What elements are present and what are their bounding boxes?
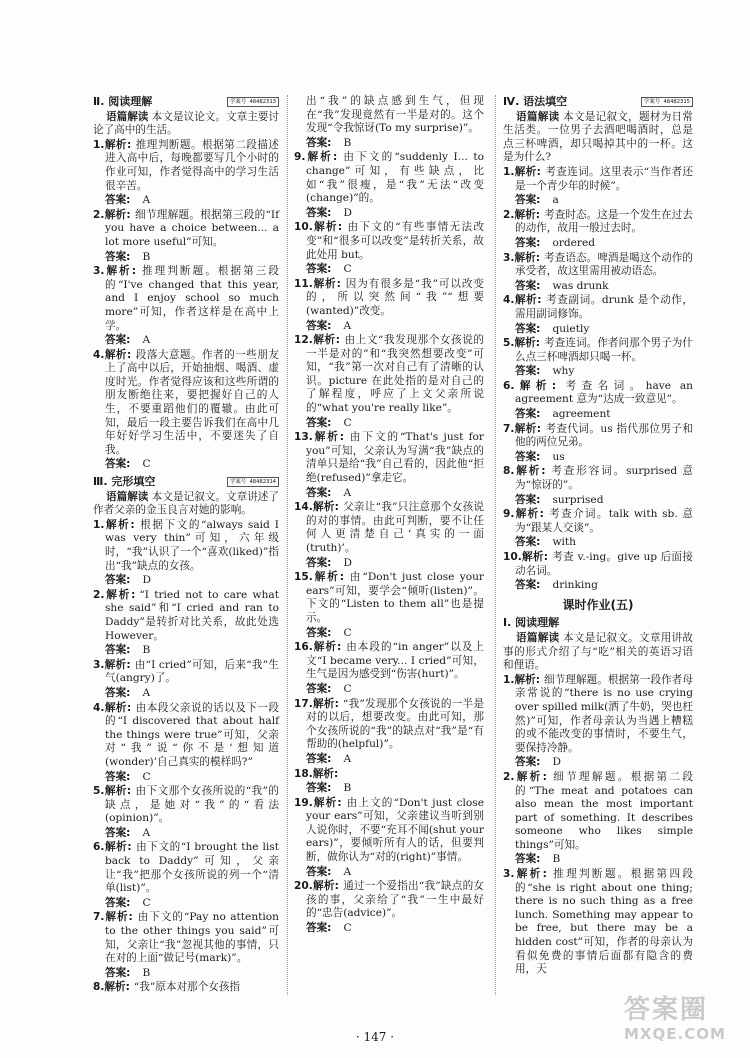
answer-value: quietly — [552, 322, 590, 335]
answer-value: was drunk — [552, 279, 609, 292]
explanation-item — [294, 768, 484, 782]
item-number: 8. — [503, 465, 515, 478]
item-number: 12. — [294, 334, 313, 347]
answer-label: 答案: — [105, 826, 131, 839]
answer-list — [294, 151, 484, 935]
explanation-label: 解析: — [312, 571, 344, 584]
answer-line — [515, 323, 693, 337]
answer-label: 答案: — [306, 486, 332, 499]
answer-value: drinking — [552, 579, 598, 592]
section-code-badge: 学案号 48482315 — [641, 97, 693, 107]
passage-analysis: 语篇解读 本文是记叙文，题材为日常生活类。一位男子去酒吧喝酒时，总是点三杯啤酒，却只喝掉其中的一杯。这是为什么? — [503, 110, 694, 164]
section-code-badge: 学案号 48482314 — [227, 477, 279, 487]
answer-value: C — [343, 922, 352, 935]
column-right — [503, 95, 693, 978]
answer-value: D — [552, 756, 561, 769]
explanation-text: 考查形容词。surprised 意为“惊讶的”。 — [515, 465, 693, 492]
item-number: 5. — [93, 785, 105, 798]
answer-value: A — [142, 194, 151, 207]
answer-label: 答案: — [515, 194, 541, 207]
explanation-item — [93, 209, 279, 250]
explanation-label: 解析: — [312, 880, 339, 893]
answer-label: 答案: — [306, 206, 332, 219]
answer-line — [105, 687, 279, 701]
answer-label: 答案: — [515, 579, 541, 592]
explanation-item — [294, 641, 484, 682]
answer-line — [306, 207, 484, 221]
explanation-label: 解析: — [104, 658, 131, 671]
answer-list — [503, 674, 693, 977]
explanation-text: 推理判断题。根据第四段的“she is right about one thing; there is no such thing as a free lunch. Something may appear to be free, but there may be a hidden cost”可知，作者的母亲认为看似免费的事情后面都有隐含的费用，天 — [515, 868, 693, 976]
explanation-item — [294, 698, 484, 752]
explanation-item — [93, 519, 279, 573]
explanation-text: 由下文的“That's just for you”可知，父亲认为写满“我”缺点的清单只是给“我”自己看的，因此他“拒绝(refused)”拿走它。 — [306, 431, 484, 485]
chapter-title: 课时作业(五) — [562, 597, 634, 612]
answer-value: surprised — [552, 493, 604, 506]
answer-line — [306, 417, 484, 431]
explanation-text: “I tried not to care what she said”和“I cried and ran to Daddy”是转折对比关系，故此处选 However。 — [105, 588, 279, 642]
answer-value: A — [142, 334, 151, 347]
answer-list — [93, 519, 279, 995]
answer-value: D — [142, 574, 151, 587]
answer-label: 答案: — [105, 896, 131, 909]
answer-list — [93, 139, 279, 472]
answer-label: 答案: — [306, 263, 332, 276]
answer-label: 答案: — [105, 966, 131, 979]
item-number: 13. — [294, 431, 313, 444]
item-number: 15. — [294, 571, 313, 584]
explanation-label: 解析: — [514, 379, 557, 392]
answer-value: a — [552, 194, 559, 207]
explanation-text: 由上文“我发现那个女孩说的一半是对的”和“我突然想要改变”可知，“我”第一次对自己有了清晰的认识。picture 在此处指的是对自己的了解程度，呼应了上文父亲所说的“what you're really like”。 — [306, 334, 484, 415]
item-number: 3. — [93, 265, 105, 278]
answer-value: ordered — [552, 236, 596, 249]
explanation-label: 解析: — [514, 337, 540, 350]
explanation-text: 由下文的“I brought the list back to Daddy”可知，父亲让“我”把那个女孩所说的列一个“清单(list)”。 — [105, 841, 279, 895]
answer-line — [105, 967, 279, 981]
explanation-text: 父亲让“我”只注意那个女孩说的对的事情。由此可判断，要不让任何人更清楚自己‘真实的一面(truth)’。 — [306, 501, 484, 554]
answer-value: D — [343, 556, 352, 569]
explanation-text: 细节理解题。根据第三段的“If you have a choice between... a lot more useful”可知。 — [105, 208, 279, 248]
item-number: 8. — [93, 981, 105, 994]
explanation-item — [503, 294, 693, 321]
answer-line — [105, 251, 279, 265]
explanation-label: 解析: — [514, 208, 540, 221]
explanation-label: 解析: — [312, 796, 342, 809]
answer-value: C — [343, 626, 352, 639]
item-number: 7. — [503, 422, 515, 435]
answer-label: 答案: — [515, 279, 541, 292]
answer-value: A — [343, 486, 352, 499]
explanation-label: 解析: — [312, 277, 341, 290]
answer-line — [515, 756, 693, 770]
answer-line — [105, 334, 279, 348]
section-heading-cloze — [93, 475, 279, 489]
answer-label: 答案: — [515, 365, 541, 378]
answer-label: 答案: — [515, 756, 541, 769]
answer-list — [503, 166, 693, 593]
explanation-label: 解析: — [514, 422, 542, 435]
answer-value: D — [343, 206, 352, 219]
explanation-text: “我”原本对那个女孩指 — [133, 981, 241, 994]
explanation-label: 解析: — [104, 841, 132, 854]
answer-label: 答案: — [306, 319, 332, 332]
explanation-label: 解析: — [312, 501, 339, 514]
explanation-label: 解析: — [521, 551, 548, 563]
explanation-label: 解析: — [514, 868, 547, 881]
item-number: 1. — [503, 673, 515, 686]
explanation-label: 解析: — [312, 641, 342, 654]
passage-analysis: 语篇解读 本文是记叙文。文章讲述了作者父亲的金玉良言对她的影响。 — [93, 490, 280, 517]
answer-label: 答案: — [105, 250, 131, 263]
explanation-item — [93, 589, 279, 643]
answer-value: C — [142, 896, 151, 909]
answer-label: 答案: — [306, 416, 332, 429]
explanation-item — [503, 380, 693, 407]
explanation-text: 考查时态。这是一个发生在过去的动作，故用一般过去时。 — [515, 208, 693, 235]
explanation-label: 解析: — [312, 767, 339, 780]
answer-label: 答案: — [515, 322, 541, 335]
answer-line — [515, 280, 693, 294]
answer-value: A — [343, 752, 352, 765]
answer-label: 答案: — [105, 770, 131, 783]
explanation-text: 由本段的“in anger”以及上文“I became very... I cried”可知，生气是因为感受到“伤害(hurt)”。 — [306, 641, 484, 681]
answer-line — [515, 853, 693, 867]
item-number: 2. — [503, 208, 515, 221]
explanation-item — [503, 423, 693, 450]
answer-value: agreement — [552, 408, 611, 421]
answer-label: 答案: — [306, 782, 332, 795]
explanation-text: 考查名词。have an agreement 意为“达成一致意见”。 — [515, 379, 693, 406]
passage-analysis: 语篇解读 本文是议论文。文章主要讨论了高中的生活。 — [93, 110, 280, 137]
item-number: 3. — [503, 868, 515, 881]
answer-value: C — [343, 416, 352, 429]
section-heading-grammar — [503, 95, 693, 109]
answer-value: C — [343, 263, 352, 276]
answer-label: 答案: — [515, 536, 541, 549]
watermark-logo: 答案圈 MXQE.COM — [624, 995, 726, 1043]
answer-label: 答案: — [515, 408, 541, 421]
explanation-text: 考查副词。drunk 是个动作，需用副词修饰。 — [515, 294, 693, 320]
explanation-text: 推理判断题。根据第二段描述进入高中后，每晚都要写几个小时的作业可知，作者觉得高中的学习生活很辛苦。 — [105, 138, 279, 192]
explanation-item — [93, 139, 279, 193]
answer-label: 答案: — [105, 194, 131, 207]
explanation-label: 解析: — [514, 673, 540, 686]
explanation-label: 解析: — [514, 294, 542, 307]
explanation-item — [294, 334, 484, 416]
answer-label: 答案: — [105, 334, 131, 347]
explanation-label: 解析: — [312, 697, 339, 710]
column-left — [93, 95, 279, 996]
item-number: 2. — [93, 588, 105, 601]
answer-line — [515, 579, 693, 593]
explanation-text: 考查连词。这里表示“当作者还是一个青少年的时候”。 — [515, 165, 693, 192]
explanation-item — [93, 265, 279, 333]
answer-value: why — [552, 365, 575, 378]
explanation-text: 考查连词。作者问那个男子为什么点三杯啤酒却只喝一杯。 — [515, 337, 693, 363]
answer-value: A — [343, 865, 352, 878]
explanation-item — [503, 209, 693, 236]
explanation-text: 通过一个爱指出“我”缺点的女孩的事，父亲给了“我”一生中最好的“忠告(advice)”。 — [306, 880, 484, 920]
explanation-label: 解析: — [104, 208, 131, 221]
item-number: 10. — [503, 551, 522, 563]
explanation-item — [93, 349, 279, 458]
answer-line — [306, 320, 484, 334]
item-number: 7. — [93, 911, 105, 924]
answer-value: A — [142, 826, 151, 839]
item-number: 14. — [294, 501, 313, 514]
explanation-item — [294, 151, 484, 205]
explanation-label: 解析: — [104, 588, 136, 601]
answer-value: B — [142, 644, 151, 657]
answer-line — [105, 897, 279, 911]
explanation-text: 由下文那个女孩所说的“我”的缺点，是她对“我”的“看法(opinion)”。 — [105, 785, 279, 825]
explanation-text: 细节理解题。根据第二段的“The meat and potatoes can also mean the most important part of something. It describes someone who likes simple things”可知。 — [515, 770, 693, 851]
answer-label: 答案: — [105, 458, 131, 471]
explanation-text: 细节理解题。根据第一段作者母亲常说的“there is no use crying over spilled milk(洒了牛奶，哭也枉然)”可知，作者母亲认为当遇上糟糕的或不能改变的事情时，不要生气，要保持冷静。 — [515, 673, 693, 754]
answer-label: 答案: — [306, 626, 332, 639]
answer-line — [306, 683, 484, 697]
explanation-item — [503, 771, 693, 853]
explanation-label: 解析: — [312, 221, 343, 234]
section-title: Ⅳ. 语法填空 — [503, 95, 568, 108]
answer-value: C — [343, 682, 352, 695]
answer-line — [105, 194, 279, 208]
item-number: 6. — [503, 379, 515, 392]
answer-value: C — [142, 770, 151, 783]
explanation-item — [294, 278, 484, 319]
answer-line — [515, 365, 693, 379]
answer-line — [515, 194, 693, 208]
explanation-text: 由下文的“Pay no attention to the other things you said”可知，父亲让“我”忽视其他的事情，只在对的上面“做记号(mark)”。 — [105, 911, 279, 965]
explanation-item — [294, 501, 484, 555]
explanation-text: 由“Don't just close your ears”可知，要学会“倾听(listen)”。下文的“Listen to them all”也是提示。 — [306, 571, 484, 624]
item-number: 1. — [503, 165, 515, 178]
answer-label: 答案: — [105, 644, 131, 657]
item-number: 17. — [294, 697, 313, 710]
item-number: 1. — [93, 518, 105, 531]
explanation-label: 解析: — [104, 348, 132, 361]
explanation-item — [503, 166, 693, 193]
page-number: · 147 · — [355, 1030, 395, 1044]
section-heading-reading — [93, 95, 279, 109]
section-code-badge: 学案号 48482313 — [227, 97, 279, 107]
explanation-label: 解析: — [104, 911, 133, 924]
answer-line — [515, 451, 693, 465]
explanation-item — [503, 337, 693, 364]
explanation-item — [294, 221, 484, 262]
answer-label: 答案: — [105, 574, 131, 587]
explanation-item — [93, 659, 279, 686]
answer-line — [306, 627, 484, 641]
answer-value: B — [142, 966, 151, 979]
answer-line — [515, 494, 693, 508]
answer-value: B — [552, 853, 561, 866]
explanation-label: 解析: — [312, 431, 344, 444]
answer-line — [105, 644, 279, 658]
section-title: Ⅱ. 阅读理解 — [93, 95, 153, 108]
answer-label: 答案: — [105, 686, 131, 699]
section-title: Ⅰ. 阅读理解 — [503, 616, 560, 630]
item-number: 16. — [294, 641, 313, 654]
explanation-item — [93, 702, 279, 770]
answer-line — [306, 487, 484, 501]
item-number: 4. — [93, 701, 105, 714]
answer-value: us — [552, 450, 565, 463]
explanation-text: 考查介词。talk with sb. 意为“跟某人交谈”。 — [515, 508, 693, 534]
item-number: 2. — [503, 770, 515, 783]
passage-analysis: 语篇解读 本文是记叙文。文章用讲故事的形式介绍了与“吃”相关的英语习语和俚语。 — [503, 631, 694, 672]
explanation-text: 考查代词。us 指代那位男子和他的两位兄弟。 — [515, 422, 693, 449]
answer-line — [105, 771, 279, 785]
explanation-label: 解析: — [514, 165, 541, 178]
explanation-item — [503, 508, 693, 535]
explanation-item — [503, 465, 693, 492]
item-number: 9. — [294, 151, 306, 164]
answer-line — [515, 408, 693, 422]
answer-label: 答案: — [515, 853, 541, 866]
explanation-item — [294, 571, 484, 625]
explanation-text: 推理判断题。根据第三段的“I've changed that this year, and I enjoy school so much more”可知，作者这样是在高中上学。 — [105, 265, 279, 332]
answer-value: A — [142, 686, 151, 699]
explanation-label: 解析: — [104, 138, 132, 151]
answer-line — [306, 922, 484, 936]
explanation-label: 解析: — [104, 518, 135, 531]
explanation-text: 由“I cried”可知，后来“我”生气(angry)了。 — [105, 658, 279, 685]
explanation-item — [503, 551, 693, 578]
answer-line: 答案: B — [306, 136, 352, 149]
section-heading-reading-2 — [503, 616, 693, 630]
item-number: 4. — [93, 348, 105, 361]
answer-value: with — [552, 536, 576, 549]
explanation-label: 解析: — [104, 981, 130, 994]
item-number: 18. — [294, 767, 313, 780]
item-number: 9. — [503, 508, 515, 521]
answer-label: 答案: — [515, 236, 541, 249]
answer-line — [515, 237, 693, 251]
column-middle — [294, 95, 484, 937]
explanation-label: 解析: — [514, 465, 546, 478]
item-number: 20. — [294, 880, 313, 893]
item-number: 6. — [93, 841, 105, 854]
explanation-item — [503, 674, 693, 756]
explanation-text: 由下文的“有些事情无法改变”和“很多可以改变”是转折关系，故此处用 but。 — [306, 221, 484, 261]
explanation-text: 考查语态。啤酒是喝这个动作的承受者，故这里需用被动语态。 — [515, 251, 693, 278]
answer-value: A — [343, 319, 352, 332]
explanation-label: 解析: — [514, 508, 544, 521]
answer-label: 答案: — [306, 682, 332, 695]
explanation-item — [93, 911, 279, 965]
answer-line — [515, 536, 693, 550]
answer-label: 答案: — [306, 752, 332, 765]
explanation-label: 解析: — [104, 265, 136, 278]
answer-label: 答案: — [306, 556, 332, 569]
answer-line — [105, 458, 279, 472]
answer-line — [306, 753, 484, 767]
answer-label: 答案: — [306, 865, 332, 878]
explanation-item — [503, 868, 693, 977]
explanation-text: 段落大意题。作者的一些朋友上了高中以后，开始抽烟、喝酒、虚度时光。作者觉得应该和这些所谓的朋友断绝往来，要把握好自己的人生，不要重蹈他们的覆辙。由此可知，最后一段主要告诉我们在高中几年好好学习生活中，不要迷失了自我。 — [105, 348, 279, 456]
answer-label: 答案: — [515, 450, 541, 463]
explanation-item — [93, 981, 279, 995]
item-number: 5. — [503, 337, 515, 350]
explanation-item — [503, 252, 693, 279]
answer-label: 答案: — [306, 922, 332, 935]
explanation-text: “我”发现那个女孩说的一半是对的以后，想要改变。由此可知，那个女孩所说的“我”的缺点对“我”是“有帮助的(helpful)”。 — [306, 697, 484, 751]
explanation-item — [294, 880, 484, 921]
answer-value: B — [343, 782, 352, 795]
answer-line — [306, 263, 484, 277]
item-number: 10. — [294, 221, 313, 234]
answer-line — [306, 782, 484, 796]
explanation-item — [294, 797, 484, 865]
explanation-label: 解析: — [514, 251, 540, 264]
answer-line — [105, 827, 279, 841]
answer-value: C — [142, 458, 151, 471]
explanation-text: 由下文的“suddenly I... to change”可知，有些缺点，比如“我”很瘦，是“我”无法“改变(change)”的。 — [306, 151, 484, 205]
answer-line — [306, 866, 484, 880]
explanation-text: 由本段父亲说的话以及下一段的“I discovered that about half the things were true”可知，父亲对“我”说“你不是‘想知道(wonder)’自己真实的模样吗?” — [105, 701, 279, 768]
answer-value: B — [142, 250, 151, 263]
item-number: 1. — [93, 138, 105, 151]
column-divider-1 — [287, 95, 288, 995]
section-title: Ⅲ. 完形填空 — [93, 475, 156, 489]
explanation-label: 解析: — [104, 785, 132, 798]
explanation-item — [294, 431, 484, 485]
item-number: 19. — [294, 796, 313, 809]
explanation-label: 解析: — [104, 701, 132, 714]
answer-line — [105, 574, 279, 588]
item-number: 4. — [503, 294, 515, 307]
column-divider-2 — [495, 95, 496, 995]
explanation-text: 因为有很多是“我”可以改变的，所以突然间“我”“想要(wanted)”改变。 — [306, 277, 484, 317]
explanation-item — [93, 785, 279, 826]
item-number: 3. — [503, 251, 515, 264]
explanation-label: 解析: — [312, 334, 340, 347]
explanation-item — [93, 841, 279, 895]
item-number: 11. — [294, 277, 313, 290]
explanation-text: 根据下文的“always said I was very thin”可知，六年级时，“我”认识了一个“喜欢(liked)”指出“我”缺点的女孩。 — [105, 518, 279, 572]
continued-explanation: 出“我”的缺点感到生气，但现在“我”发现竟然有一半是对的。这个发现“令我惊讶(To my surprise)”。 — [306, 95, 484, 135]
item-number: 3. — [93, 658, 105, 671]
answer-label: 答案: — [515, 493, 541, 506]
explanation-text: 考查 v.-ing。give up 后面接动名词。 — [515, 551, 693, 577]
answer-line — [306, 557, 484, 571]
item-number: 2. — [93, 208, 105, 221]
explanation-label: 解析: — [514, 770, 547, 783]
explanation-text: 由上文的“Don't just close your ears”可知，父亲建议当听到别人说你时，不要“充耳不闻(shut your ears)”，要倾听所有人的话，但要判断，做你认为“对的(right)”事情。 — [306, 796, 484, 864]
explanation-label: 解析: — [305, 151, 338, 164]
